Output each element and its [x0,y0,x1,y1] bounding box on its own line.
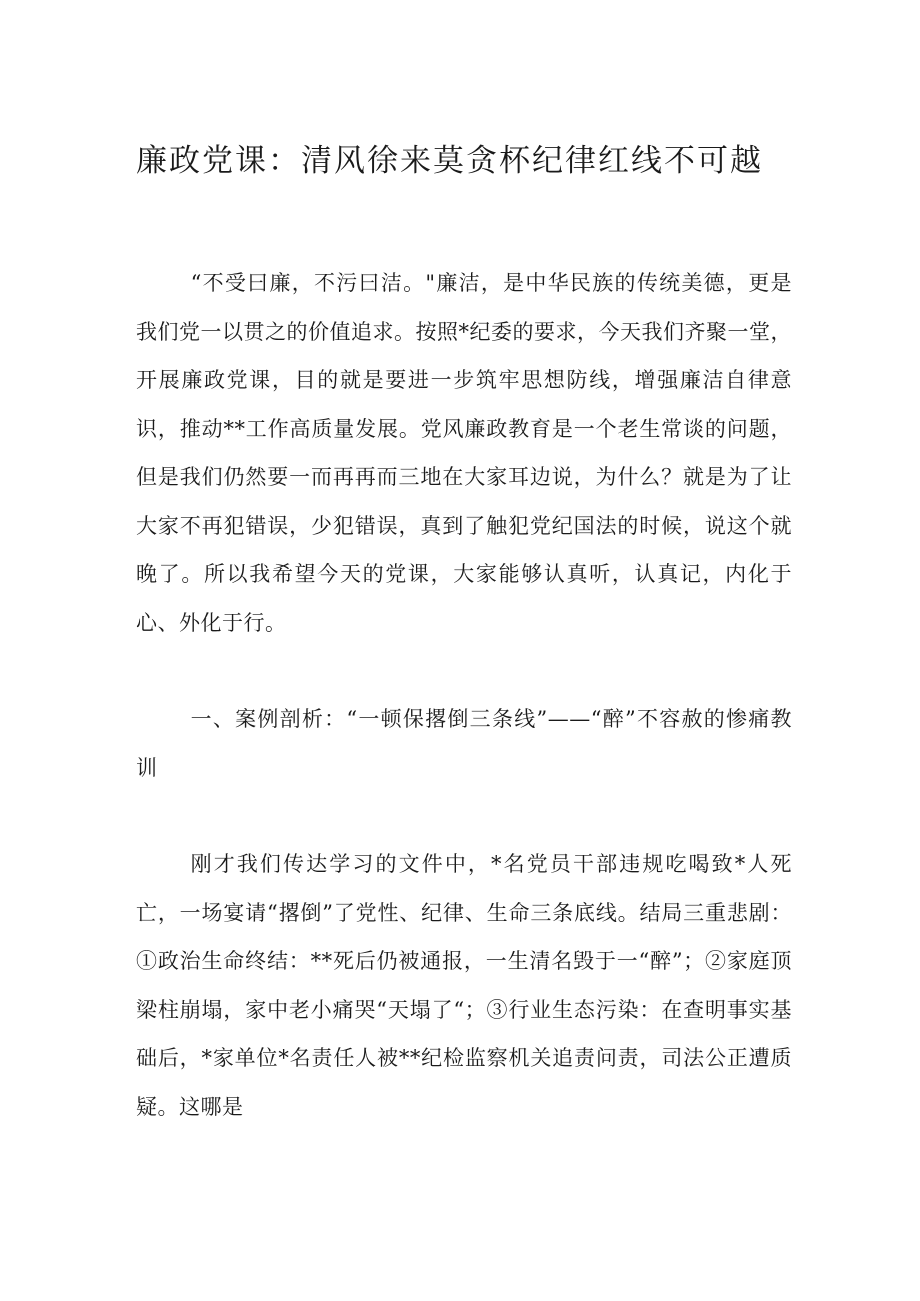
document-title: 廉政党课：清风徐来莫贪杯纪律红线不可越 [136,143,763,179]
section-heading: 一、案例剖析：“一顿保撂倒三条线”——“醉”不容赦的惨痛教训 [136,707,792,780]
intro-paragraph: “不受曰廉，不污曰洁。"廉洁，是中华民族的传统美德，更是我们党一以贯之的价值追求。按照*纪委的要求，今天我们齐聚一堂，开展廉政党课，目的就是要进一步筑牢思想防线，增强廉洁自律意识，推动**工作高质量发展。党风廉政教育是一个老生常谈的问题，但是我们仍然要一而再再而三地在大家耳边说，为什么？就是为了让大家不再犯错误，少犯错误，真到了触犯党纪国法的时候，说这个就晚了。所以我希望今天的党课，大家能够认真听，认真记，内化于心、外化于行。 [136,271,792,635]
section-paragraph: 刚才我们传达学习的文件中，*名党员干部违规吃喝致*人死亡，一场宴请“撂倒”了党性、纪律、生命三条底线。结局三重悲剧：①政治生命终结：**死后仍被通报，一生清名毁于一“醉”；②家庭顶梁柱崩塌，家中老小痛哭“天塌了“；③行业生态污染：在查明事实基础后，*家单位*名责任人被**纪检监察机关追责问责，司法公正遭质疑。这哪是 [136,852,792,1119]
